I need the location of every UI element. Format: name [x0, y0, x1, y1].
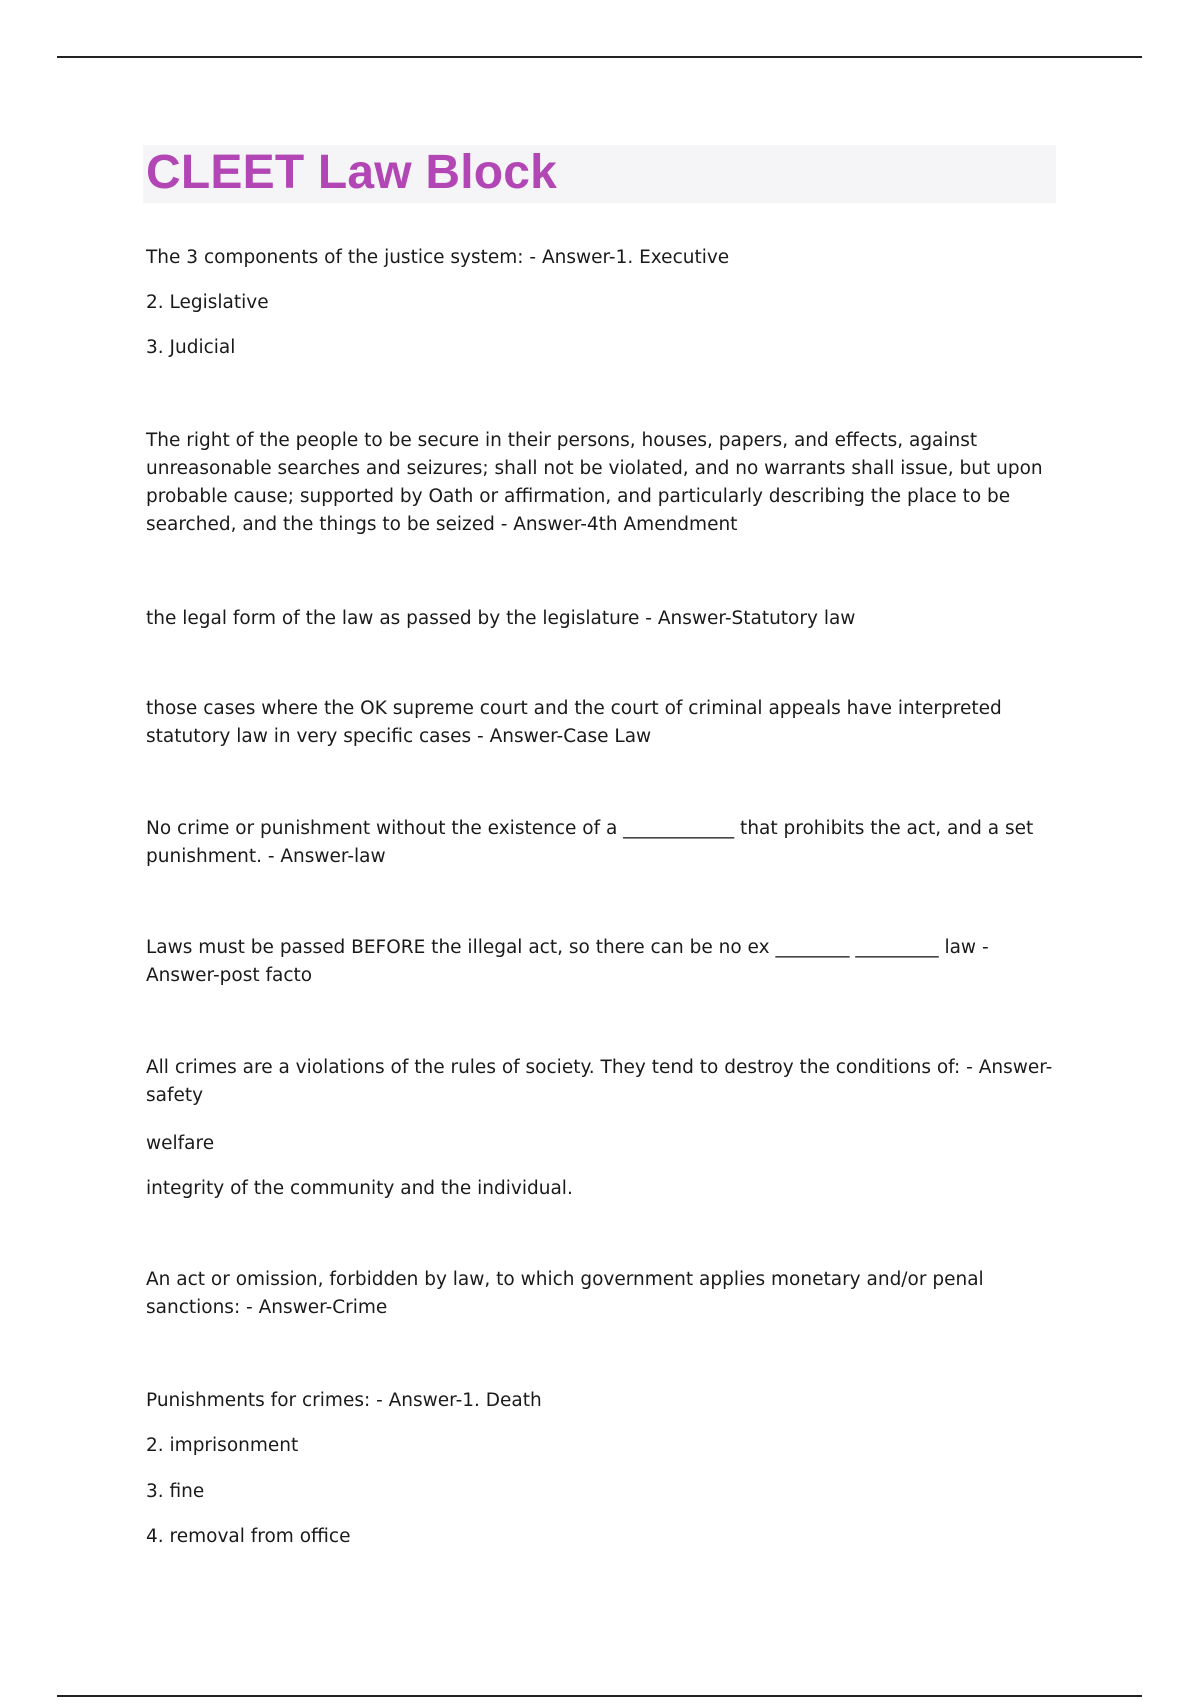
paragraph-welfare: welfare [146, 1133, 215, 1154]
paragraph-crime-definition: An act or omission, forbidden by law, to which government applies monetary and/or penal sanctions: - Answer-Crime [146, 1269, 984, 1318]
paragraph-justice-components: The 3 components of the justice system: - Answer-1. Executive [146, 247, 730, 268]
paragraph-statutory-law: the legal form of the law as passed by the legislature - Answer-Statutory law [146, 608, 856, 629]
paragraph-punishments: Punishments for crimes: - Answer-1. Death [146, 1390, 542, 1411]
top-rule [57, 56, 1142, 58]
paragraph-case-law: those cases where the OK supreme court and the court of criminal appeals have interpreted statutory law in very specific cases - Answer-Case Law [146, 698, 1002, 747]
paragraph-fine: 3. fine [146, 1481, 205, 1502]
paragraph-rules-of-society: All crimes are a violations of the rules of society. They tend to destroy the conditions of: - Answer-safety [146, 1057, 1053, 1106]
paragraph-no-crime-without-law: No crime or punishment without the existence of a ____________ that prohibits the act, and a set punishment. - Answer-law [146, 818, 1034, 867]
paragraph-ex-post-facto: Laws must be passed BEFORE the illegal act, so there can be no ex ________ _________ law - Answer-post facto [146, 937, 989, 986]
paragraph-judicial: 3. Judicial [146, 337, 236, 358]
paragraph-imprisonment: 2. imprisonment [146, 1435, 299, 1456]
document-title: CLEET Law Block [146, 146, 558, 199]
paragraph-removal-from-office: 4. removal from office [146, 1526, 351, 1547]
paragraph-integrity: integrity of the community and the individual. [146, 1178, 573, 1199]
paragraph-fourth-amendment: The right of the people to be secure in their persons, houses, papers, and effects, against unreasonable searches and seizures; shall not be violated, and no warrants shall issue, but upon probable cause; supported by Oath or affirmation, and particularly describing the place to be searched, and the things to be seized - Answer-4th Amendment [146, 430, 1043, 535]
paragraph-legislative: 2. Legislative [146, 292, 269, 313]
bottom-rule [57, 1695, 1142, 1697]
